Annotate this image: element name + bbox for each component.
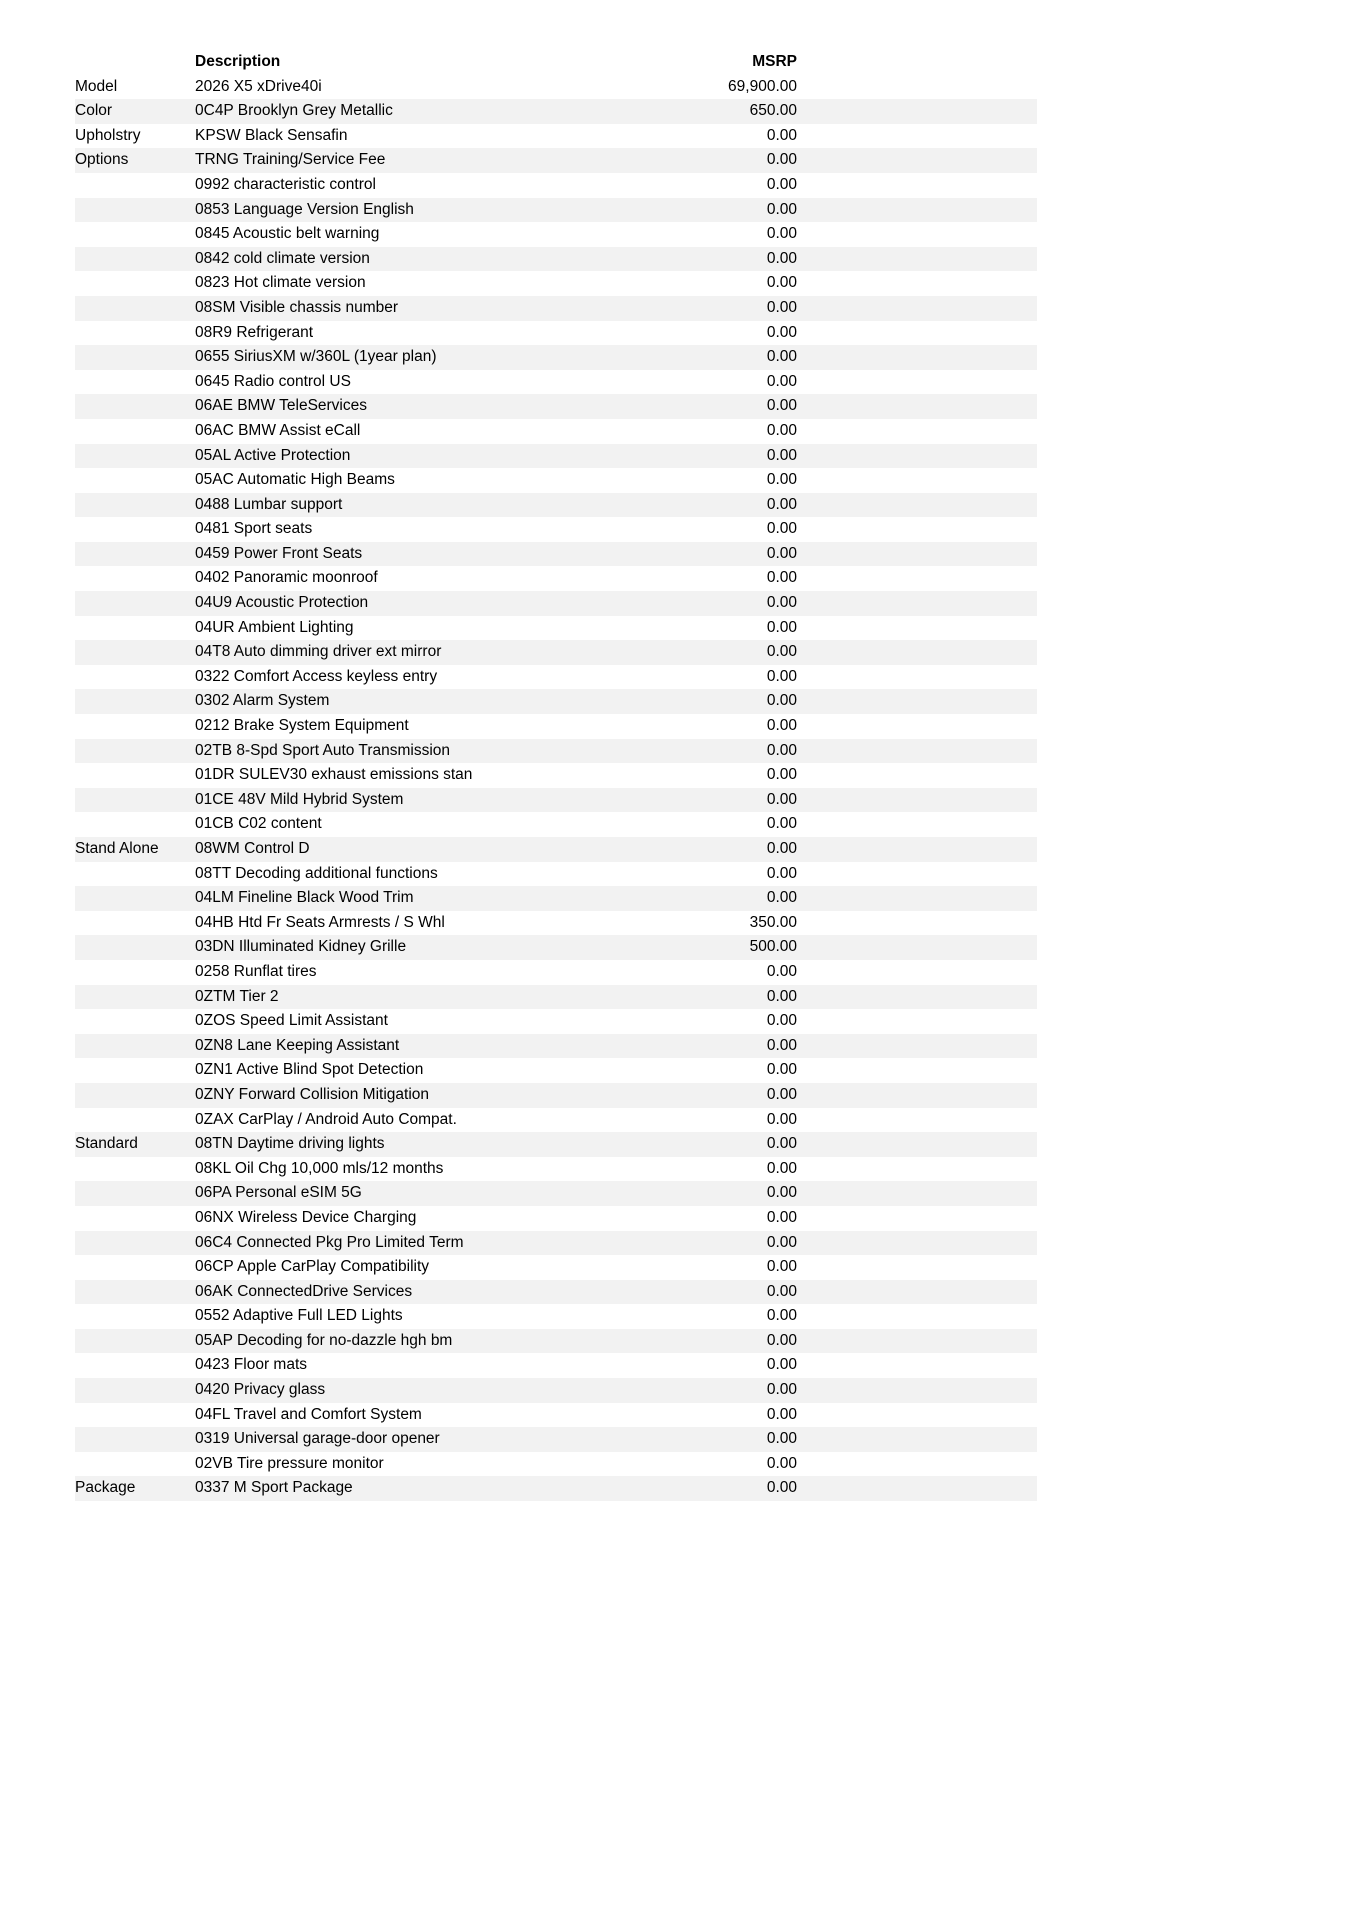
description-cell: 0212 Brake System Equipment: [195, 717, 409, 735]
description-cell: 06PA Personal eSIM 5G: [195, 1181, 687, 1206]
table-row: [75, 394, 1037, 419]
filler-cell: [797, 1083, 1037, 1108]
category-cell: [75, 739, 195, 764]
msrp-cell: 0.00: [687, 198, 797, 223]
filler-cell: [797, 222, 1037, 247]
table-row: [75, 1403, 1037, 1428]
description-cell: 04HB Htd Fr Seats Armrests / S Whl: [195, 913, 445, 931]
filler-cell: [797, 99, 1037, 124]
filler-cell: [797, 1452, 1037, 1477]
description-cell: 0645 Radio control US: [195, 372, 351, 390]
category-cell: [75, 689, 195, 714]
filler-cell: [797, 148, 1037, 173]
filler-cell: [797, 640, 1037, 665]
table-row: [75, 99, 1037, 124]
description-cell: 08TT Decoding additional functions: [195, 864, 438, 882]
filler-cell: [797, 1157, 1037, 1182]
description-cell: 05AL Active Protection: [195, 444, 687, 469]
category-cell: Standard: [75, 1132, 195, 1157]
table-row: [75, 1009, 1037, 1034]
table-row: [75, 1231, 1037, 1256]
filler-cell: [797, 444, 1037, 469]
category-cell: [75, 1206, 195, 1231]
msrp-cell: 0.00: [766, 569, 797, 587]
msrp-cell: 0.00: [687, 1034, 797, 1059]
category-cell: [75, 517, 195, 542]
category-cell: [75, 394, 195, 419]
category-cell: [75, 788, 195, 813]
filler-cell: [797, 935, 1037, 960]
table-row: [75, 1181, 1037, 1206]
msrp-cell: 0.00: [766, 520, 797, 538]
description-cell: 0ZN8 Lane Keeping Assistant: [195, 1034, 687, 1059]
description-cell: 01DR SULEV30 exhaust emissions stan: [195, 766, 473, 784]
table-row: [75, 321, 1037, 346]
category-cell: [75, 493, 195, 518]
filler-cell: [797, 345, 1037, 370]
category-cell: [75, 321, 195, 346]
table-body: [75, 75, 1037, 1501]
description-cell: 0853 Language Version English: [195, 198, 687, 223]
filler-cell: [797, 1132, 1037, 1157]
msrp-cell: 0.00: [766, 274, 797, 292]
category-cell: [75, 1304, 195, 1329]
category-cell: [75, 1280, 195, 1305]
category-cell: [75, 985, 195, 1010]
filler-cell: [797, 198, 1037, 223]
filler-cell: [797, 1476, 1037, 1501]
filler-cell: [797, 788, 1037, 813]
description-cell: 0423 Floor mats: [195, 1356, 307, 1374]
category-cell: [75, 222, 195, 247]
category-cell: Options: [75, 148, 195, 173]
table-row: [75, 1378, 1037, 1403]
msrp-cell: 0.00: [687, 1476, 797, 1501]
msrp-cell: 69,900.00: [728, 77, 797, 95]
filler-cell: [797, 714, 1037, 739]
msrp-cell: 0.00: [766, 1061, 797, 1079]
filler-cell: [797, 616, 1037, 641]
category-cell: [75, 886, 195, 911]
msrp-cell: 0.00: [766, 717, 797, 735]
header-description: Description: [195, 53, 281, 70]
table-row: [75, 763, 1037, 788]
msrp-cell: 0.00: [687, 444, 797, 469]
msrp-cell: 0.00: [687, 1083, 797, 1108]
msrp-cell: 0.00: [687, 394, 797, 419]
msrp-cell: 0.00: [766, 1258, 797, 1276]
table-row: [75, 517, 1037, 542]
header-filler: [797, 50, 1037, 75]
table-row: [75, 1329, 1037, 1354]
table-row: [75, 591, 1037, 616]
vehicle-options-table: [75, 50, 1037, 1501]
filler-cell: [797, 812, 1037, 837]
table-row: [75, 1280, 1037, 1305]
filler-cell: [797, 689, 1037, 714]
table-row: [75, 837, 1037, 862]
table-row: [75, 566, 1037, 591]
msrp-cell: 0.00: [766, 1356, 797, 1374]
category-cell: [75, 862, 195, 887]
description-cell: 01CB C02 content: [195, 815, 322, 833]
description-cell: 06AK ConnectedDrive Services: [195, 1280, 687, 1305]
description-cell: 04LM Fineline Black Wood Trim: [195, 886, 687, 911]
description-cell: 0C4P Brooklyn Grey Metallic: [195, 99, 687, 124]
category-cell: [75, 345, 195, 370]
filler-cell: [797, 1231, 1037, 1256]
table-row: [75, 640, 1037, 665]
table-row: [75, 444, 1037, 469]
category-cell: [75, 444, 195, 469]
table-row: [75, 296, 1037, 321]
table-row: [75, 124, 1037, 149]
filler-cell: [797, 394, 1037, 419]
category-cell: [75, 812, 195, 837]
table-row: [75, 1255, 1037, 1280]
msrp-cell: 0.00: [687, 1132, 797, 1157]
filler-cell: [797, 862, 1037, 887]
description-cell: 0459 Power Front Seats: [195, 542, 687, 567]
description-cell: 0ZOS Speed Limit Assistant: [195, 1012, 388, 1030]
msrp-cell: 0.00: [766, 1159, 797, 1177]
category-cell: [75, 1058, 195, 1083]
description-cell: 06AE BMW TeleServices: [195, 394, 687, 419]
table-row: [75, 247, 1037, 272]
table-row: [75, 1353, 1037, 1378]
filler-cell: [797, 542, 1037, 567]
filler-cell: [797, 1427, 1037, 1452]
table-row: [75, 616, 1037, 641]
category-cell: Model: [75, 77, 118, 95]
table-row: [75, 960, 1037, 985]
description-cell: KPSW Black Sensafin: [195, 126, 348, 144]
category-cell: [75, 198, 195, 223]
description-cell: 02TB 8-Spd Sport Auto Transmission: [195, 739, 687, 764]
msrp-cell: 0.00: [766, 1405, 797, 1423]
table-row: [75, 493, 1037, 518]
table-row: [75, 148, 1037, 173]
filler-cell: [797, 1255, 1037, 1280]
filler-cell: [797, 468, 1037, 493]
category-cell: [75, 173, 195, 198]
table-row: [75, 173, 1037, 198]
description-cell: 06NX Wireless Device Charging: [195, 1208, 417, 1226]
description-cell: TRNG Training/Service Fee: [195, 148, 687, 173]
table-row: [75, 1452, 1037, 1477]
table-row: [75, 542, 1037, 567]
category-cell: Color: [75, 99, 195, 124]
description-cell: 0552 Adaptive Full LED Lights: [195, 1307, 403, 1325]
table-row: [75, 862, 1037, 887]
filler-cell: [797, 1378, 1037, 1403]
filler-cell: [797, 124, 1037, 149]
filler-cell: [797, 1181, 1037, 1206]
msrp-cell: 0.00: [687, 247, 797, 272]
description-cell: 0655 SiriusXM w/360L (1year plan): [195, 345, 687, 370]
category-cell: Upholstry: [75, 126, 141, 144]
category-cell: Stand Alone: [75, 837, 195, 862]
msrp-cell: 0.00: [766, 323, 797, 341]
description-cell: 0ZTM Tier 2: [195, 985, 687, 1010]
filler-cell: [797, 296, 1037, 321]
description-cell: 0420 Privacy glass: [195, 1378, 687, 1403]
msrp-cell: 0.00: [766, 618, 797, 636]
msrp-cell: 0.00: [687, 296, 797, 321]
msrp-cell: 0.00: [687, 689, 797, 714]
description-cell: 0823 Hot climate version: [195, 274, 366, 292]
msrp-cell: 0.00: [687, 837, 797, 862]
filler-cell: [797, 370, 1037, 395]
description-cell: 0ZN1 Active Blind Spot Detection: [195, 1061, 424, 1079]
msrp-cell: 0.00: [687, 1181, 797, 1206]
table-row: [75, 665, 1037, 690]
description-cell: 0258 Runflat tires: [195, 962, 317, 980]
msrp-cell: 0.00: [687, 739, 797, 764]
description-cell: 06AC BMW Assist eCall: [195, 421, 361, 439]
table-row: [75, 1108, 1037, 1133]
msrp-cell: 0.00: [687, 148, 797, 173]
filler-cell: [797, 739, 1037, 764]
filler-cell: [797, 886, 1037, 911]
msrp-cell: 0.00: [687, 1378, 797, 1403]
description-cell: 0992 characteristic control: [195, 175, 376, 193]
filler-cell: [797, 1304, 1037, 1329]
filler-cell: [797, 1058, 1037, 1083]
msrp-cell: 0.00: [766, 225, 797, 243]
table-row: [75, 935, 1037, 960]
description-cell: 2026 X5 xDrive40i: [195, 77, 322, 95]
table-row: [75, 1304, 1037, 1329]
description-cell: 04U9 Acoustic Protection: [195, 591, 687, 616]
table-row: [75, 1206, 1037, 1231]
table-row: [75, 1034, 1037, 1059]
filler-cell: [797, 173, 1037, 198]
category-cell: [75, 1255, 195, 1280]
table-row: [75, 345, 1037, 370]
description-cell: 0302 Alarm System: [195, 689, 687, 714]
table-row: [75, 1083, 1037, 1108]
msrp-cell: 0.00: [687, 1329, 797, 1354]
description-cell: 08R9 Refrigerant: [195, 323, 314, 341]
category-cell: [75, 640, 195, 665]
msrp-cell: 0.00: [766, 1110, 797, 1128]
table-row: [75, 75, 1037, 100]
msrp-cell: 0.00: [766, 421, 797, 439]
description-cell: 0319 Universal garage-door opener: [195, 1427, 687, 1452]
description-cell: 08KL Oil Chg 10,000 mls/12 months: [195, 1159, 444, 1177]
msrp-cell: 0.00: [687, 886, 797, 911]
table-row: [75, 1476, 1037, 1501]
msrp-cell: 0.00: [766, 962, 797, 980]
msrp-cell: 0.00: [687, 542, 797, 567]
description-cell: 0322 Comfort Access keyless entry: [195, 667, 438, 685]
msrp-cell: 0.00: [687, 985, 797, 1010]
category-cell: [75, 468, 195, 493]
description-cell: 04UR Ambient Lighting: [195, 618, 354, 636]
filler-cell: [797, 960, 1037, 985]
table-row: [75, 419, 1037, 444]
msrp-cell: 0.00: [766, 372, 797, 390]
filler-cell: [797, 493, 1037, 518]
msrp-cell: 0.00: [687, 640, 797, 665]
filler-cell: [797, 1108, 1037, 1133]
msrp-cell: 0.00: [687, 493, 797, 518]
description-cell: 04T8 Auto dimming driver ext mirror: [195, 640, 687, 665]
msrp-cell: 0.00: [687, 1427, 797, 1452]
category-cell: [75, 247, 195, 272]
header-msrp: MSRP: [752, 53, 797, 70]
table-row: [75, 370, 1037, 395]
category-cell: [75, 296, 195, 321]
table-row: [75, 985, 1037, 1010]
description-cell: 06C4 Connected Pkg Pro Limited Term: [195, 1231, 687, 1256]
filler-cell: [797, 271, 1037, 296]
category-cell: [75, 1378, 195, 1403]
msrp-cell: 0.00: [766, 471, 797, 489]
table-row: [75, 271, 1037, 296]
category-cell: [75, 714, 195, 739]
msrp-cell: 0.00: [687, 591, 797, 616]
msrp-cell: 0.00: [766, 1307, 797, 1325]
msrp-cell: 0.00: [766, 1208, 797, 1226]
table-row: [75, 911, 1037, 936]
table-row: [75, 739, 1037, 764]
table-row: [75, 1132, 1037, 1157]
category-cell: [75, 911, 195, 936]
description-cell: 0842 cold climate version: [195, 247, 687, 272]
msrp-cell: 500.00: [687, 935, 797, 960]
pricing-sheet: [75, 50, 1037, 1501]
category-cell: [75, 542, 195, 567]
description-cell: 04FL Travel and Comfort System: [195, 1405, 422, 1423]
category-cell: [75, 1083, 195, 1108]
msrp-cell: 0.00: [766, 1012, 797, 1030]
description-cell: 0402 Panoramic moonroof: [195, 569, 378, 587]
filler-cell: [797, 517, 1037, 542]
table-row: [75, 788, 1037, 813]
category-cell: [75, 616, 195, 641]
msrp-cell: 0.00: [687, 345, 797, 370]
msrp-cell: 0.00: [766, 864, 797, 882]
table-row: [75, 468, 1037, 493]
category-cell: [75, 763, 195, 788]
table-row: [75, 812, 1037, 837]
msrp-cell: 0.00: [766, 1454, 797, 1472]
category-cell: [75, 1353, 195, 1378]
filler-cell: [797, 1403, 1037, 1428]
filler-cell: [797, 1009, 1037, 1034]
filler-cell: [797, 566, 1037, 591]
filler-cell: [797, 763, 1037, 788]
table-row: [75, 886, 1037, 911]
description-cell: 05AP Decoding for no-dazzle hgh bm: [195, 1329, 687, 1354]
description-cell: 0488 Lumbar support: [195, 493, 687, 518]
category-cell: [75, 1034, 195, 1059]
table-row: [75, 714, 1037, 739]
category-cell: [75, 566, 195, 591]
filler-cell: [797, 837, 1037, 862]
table-row: [75, 1157, 1037, 1182]
filler-cell: [797, 75, 1037, 100]
filler-cell: [797, 911, 1037, 936]
category-cell: [75, 665, 195, 690]
filler-cell: [797, 665, 1037, 690]
description-cell: 02VB Tire pressure monitor: [195, 1454, 384, 1472]
description-cell: 06CP Apple CarPlay Compatibility: [195, 1258, 430, 1276]
category-cell: [75, 1157, 195, 1182]
category-cell: [75, 935, 195, 960]
description-cell: 08WM Control D: [195, 837, 687, 862]
category-cell: [75, 271, 195, 296]
filler-cell: [797, 1353, 1037, 1378]
msrp-cell: 350.00: [749, 913, 797, 931]
msrp-cell: 0.00: [766, 766, 797, 784]
category-cell: [75, 1009, 195, 1034]
filler-cell: [797, 1329, 1037, 1354]
msrp-cell: 0.00: [687, 1280, 797, 1305]
category-cell: [75, 1452, 195, 1477]
table-row: [75, 1427, 1037, 1452]
description-cell: 0ZAX CarPlay / Android Auto Compat.: [195, 1110, 457, 1128]
description-cell: 0845 Acoustic belt warning: [195, 225, 380, 243]
filler-cell: [797, 1280, 1037, 1305]
msrp-cell: 0.00: [766, 175, 797, 193]
filler-cell: [797, 1206, 1037, 1231]
msrp-cell: 0.00: [766, 126, 797, 144]
table-row: [75, 1058, 1037, 1083]
description-cell: 0481 Sport seats: [195, 520, 313, 538]
msrp-cell: 0.00: [687, 1231, 797, 1256]
filler-cell: [797, 247, 1037, 272]
category-cell: [75, 370, 195, 395]
category-cell: [75, 960, 195, 985]
msrp-cell: 0.00: [766, 667, 797, 685]
msrp-cell: 0.00: [687, 788, 797, 813]
description-cell: 01CE 48V Mild Hybrid System: [195, 788, 687, 813]
header-category-spacer: [75, 50, 195, 75]
description-cell: 08SM Visible chassis number: [195, 296, 687, 321]
filler-cell: [797, 1034, 1037, 1059]
table-row: [75, 222, 1037, 247]
category-cell: [75, 1108, 195, 1133]
description-cell: 0ZNY Forward Collision Mitigation: [195, 1083, 687, 1108]
table-header-row: [75, 50, 1037, 75]
description-cell: 08TN Daytime driving lights: [195, 1132, 687, 1157]
filler-cell: [797, 321, 1037, 346]
table-row: [75, 198, 1037, 223]
category-cell: [75, 1403, 195, 1428]
description-cell: 0337 M Sport Package: [195, 1476, 687, 1501]
category-cell: [75, 419, 195, 444]
filler-cell: [797, 419, 1037, 444]
msrp-cell: 0.00: [766, 815, 797, 833]
category-cell: [75, 1181, 195, 1206]
category-cell: Package: [75, 1476, 195, 1501]
filler-cell: [797, 591, 1037, 616]
filler-cell: [797, 985, 1037, 1010]
category-cell: [75, 1427, 195, 1452]
category-cell: [75, 591, 195, 616]
description-cell: 03DN Illuminated Kidney Grille: [195, 935, 687, 960]
msrp-cell: 650.00: [687, 99, 797, 124]
table-row: [75, 689, 1037, 714]
category-cell: [75, 1231, 195, 1256]
description-cell: 05AC Automatic High Beams: [195, 471, 395, 489]
category-cell: [75, 1329, 195, 1354]
